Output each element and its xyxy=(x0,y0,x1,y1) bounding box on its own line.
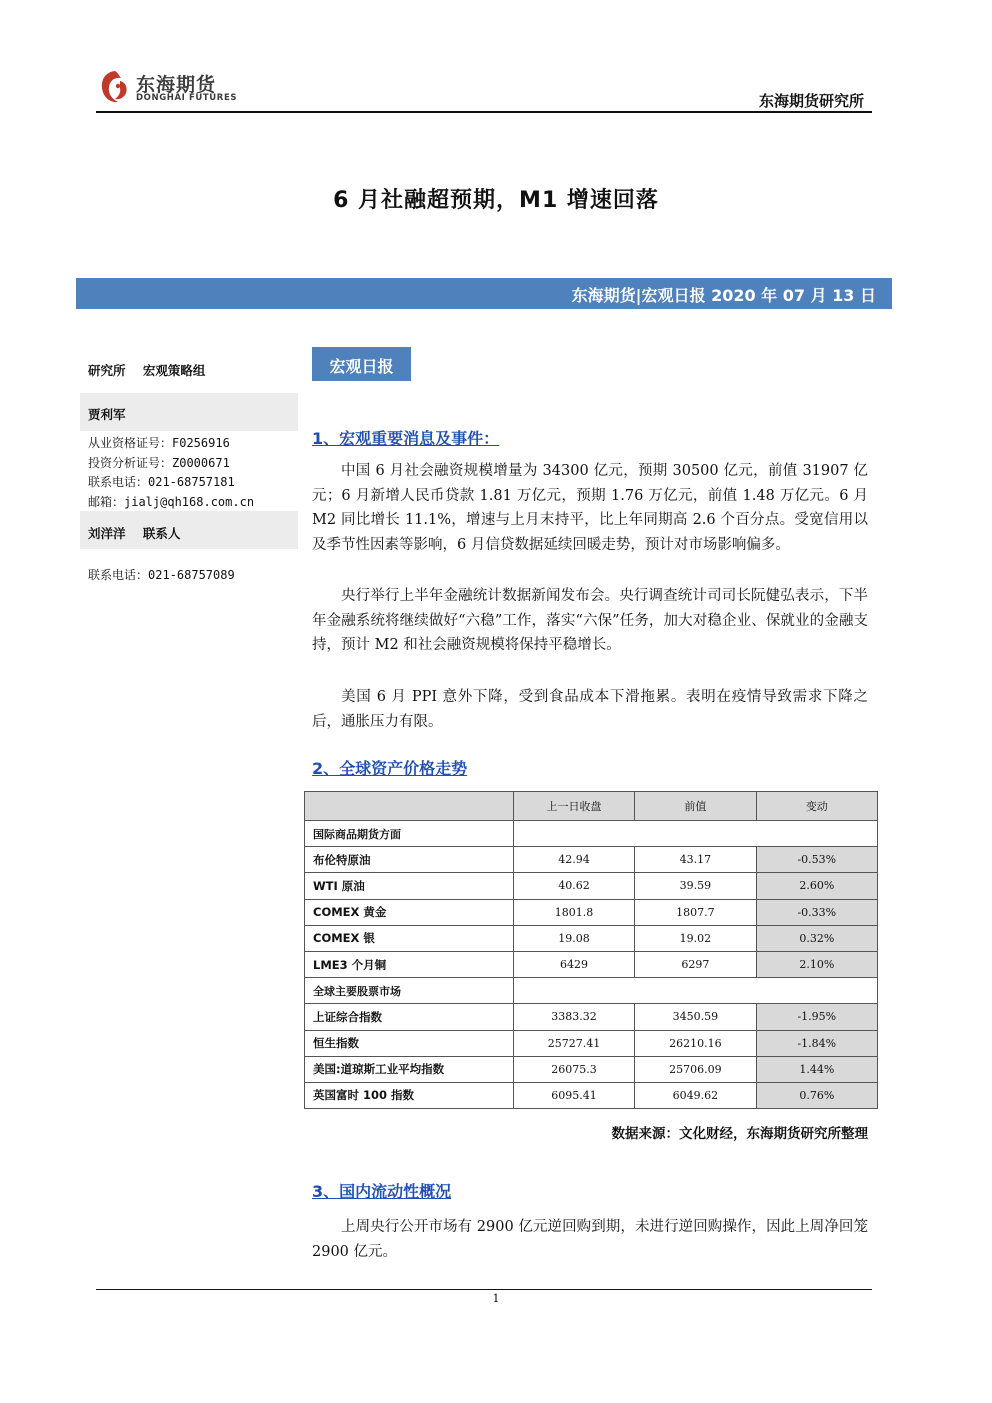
paragraph-us-ppi: 美国 6 月 PPI 意外下降，受到食品成本下滑拖累。表明在疫情导致需求下降之后，通胀压力有限。 xyxy=(312,689,868,730)
row-change: 1.44% xyxy=(756,1056,877,1082)
row-prev: 39.59 xyxy=(635,873,756,899)
paragraph-pboc-press: 央行举行上半年金融统计数据新闻发布会。央行调查统计司司长阮健弘表示，下半年金融系统将继续做好“六稳”工作，落实“六保”任务，加大对稳企业、保就业的金融支持，预计 M2 和社会融资规模将保持平稳增长。 xyxy=(312,588,868,653)
row-change: 0.76% xyxy=(756,1082,877,1108)
analyst1-contact xyxy=(88,434,254,512)
table-row xyxy=(305,925,878,951)
report-type-tag xyxy=(312,347,411,381)
row-label: 布伦特原油 xyxy=(305,847,514,873)
table-row xyxy=(305,1056,878,1082)
table-header-cell: 变动 xyxy=(756,792,877,821)
page-number: 1 xyxy=(492,1292,500,1305)
row-change: -0.53% xyxy=(756,847,877,873)
table-header-cell: 上一日收盘 xyxy=(513,792,634,821)
table-row xyxy=(305,899,878,925)
table-row xyxy=(305,1082,878,1108)
table-header-row xyxy=(305,792,878,821)
row-close: 40.62 xyxy=(513,873,634,899)
row-change: -1.84% xyxy=(756,1030,877,1056)
table-row xyxy=(305,847,878,873)
sidebar-group-label: 研究所 宏观策略组 xyxy=(88,363,206,378)
row-label: 恒生指数 xyxy=(305,1030,514,1056)
row-label: WTI 原油 xyxy=(305,873,514,899)
report-banner xyxy=(76,278,892,309)
report-type-label: 宏观日报 xyxy=(329,357,394,376)
row-close: 3383.32 xyxy=(513,1004,634,1030)
analyst1-cert2: 投资分析证号：Z0000671 xyxy=(88,455,230,470)
table-header-cell: 前值 xyxy=(635,792,756,821)
group-blank xyxy=(513,821,877,847)
row-change: 2.60% xyxy=(756,873,877,899)
row-label: 上证综合指数 xyxy=(305,1004,514,1030)
row-prev: 25706.09 xyxy=(635,1056,756,1082)
table-row xyxy=(305,951,878,977)
paragraph-open-market: 上周央行公开市场有 2900 亿元逆回购到期，未进行逆回购操作，因此上周净回笼 2900 亿元。 xyxy=(312,1219,868,1260)
row-prev: 43.17 xyxy=(635,847,756,873)
row-label: 英国富时 100 指数 xyxy=(305,1082,514,1108)
table-header-cell xyxy=(305,792,514,821)
group-label: 全球主要股票市场 xyxy=(305,978,514,1004)
analyst1-phone: 联系电话：021-68757181 xyxy=(88,475,235,489)
row-label: COMEX 黄金 xyxy=(305,899,514,925)
row-prev: 26210.16 xyxy=(635,1030,756,1056)
analyst1-cert1: 从业资格证号：F0256916 xyxy=(88,436,230,450)
row-change: 2.10% xyxy=(756,951,877,977)
section-heading-macro-news: 1、宏观重要消息及事件： xyxy=(312,429,500,448)
row-prev: 3450.59 xyxy=(635,1004,756,1030)
row-change: -1.95% xyxy=(756,1004,877,1030)
dragon-logo-icon xyxy=(98,68,132,106)
row-label: COMEX 银 xyxy=(305,925,514,951)
row-prev: 1807.7 xyxy=(635,899,756,925)
analyst2-phone: 联系电话：021-68757089 xyxy=(88,568,235,582)
logo-english-text: DONGHAI FUTURES xyxy=(136,93,238,103)
banner-text: 东海期货|宏观日报 2020 年 07 月 13 日 xyxy=(571,286,876,305)
row-change: -0.33% xyxy=(756,899,877,925)
header-divider xyxy=(96,111,872,113)
asset-price-table xyxy=(304,791,878,1109)
paragraph-social-financing: 中国 6 月社会融资规模增量为 34300 亿元，预期 30500 亿元，前值 31907 亿元；6 月新增人民币贷款 1.81 万亿元，预期 1.76 万亿元，前值 1.48 万亿元。6 月 M2 同比增长 11.1%，增速与上月末持平，比上年同期高 2.6 个百分点。受宽信用以及季节性因素等影响，6 月信贷数据延续回暖走势，预计对市场影响偏多。 xyxy=(312,463,868,553)
group-label: 国际商品期货方面 xyxy=(305,821,514,847)
row-close: 25727.41 xyxy=(513,1030,634,1056)
row-prev: 19.02 xyxy=(635,925,756,951)
row-prev: 6049.62 xyxy=(635,1082,756,1108)
group-blank xyxy=(513,978,877,1004)
section-heading-global-assets: 2、全球资产价格走势 xyxy=(312,759,468,778)
analyst1-email: 邮箱：jialj@qh168.com.cn xyxy=(88,494,255,509)
row-label: LME3 个月铜 xyxy=(305,951,514,977)
table-group-row xyxy=(305,821,878,847)
logo-chinese-text: 东海期货 xyxy=(136,74,217,96)
report-title: 6 月社融超预期，M1 增速回落 xyxy=(333,188,659,213)
table-row xyxy=(305,1030,878,1056)
table-row xyxy=(305,873,878,899)
header-org-name: 东海期货研究所 xyxy=(758,92,864,110)
row-close: 42.94 xyxy=(513,847,634,873)
analyst2-name: 刘洋洋 联系人 xyxy=(88,526,181,541)
data-source-note: 数据来源：文化财经，东海期货研究所整理 xyxy=(611,1126,868,1142)
company-logo xyxy=(98,68,238,108)
footer-divider xyxy=(96,1289,872,1290)
row-close: 6429 xyxy=(513,951,634,977)
table-row xyxy=(305,1004,878,1030)
row-label: 美国:道琼斯工业平均指数 xyxy=(305,1056,514,1082)
row-close: 19.08 xyxy=(513,925,634,951)
table-group-row xyxy=(305,978,878,1004)
row-close: 26075.3 xyxy=(513,1056,634,1082)
analyst1-name: 贾利军 xyxy=(88,407,126,422)
row-prev: 6297 xyxy=(635,951,756,977)
row-close: 6095.41 xyxy=(513,1082,634,1108)
section-heading-liquidity: 3、国内流动性概况 xyxy=(312,1182,452,1201)
row-change: 0.32% xyxy=(756,925,877,951)
row-close: 1801.8 xyxy=(513,899,634,925)
